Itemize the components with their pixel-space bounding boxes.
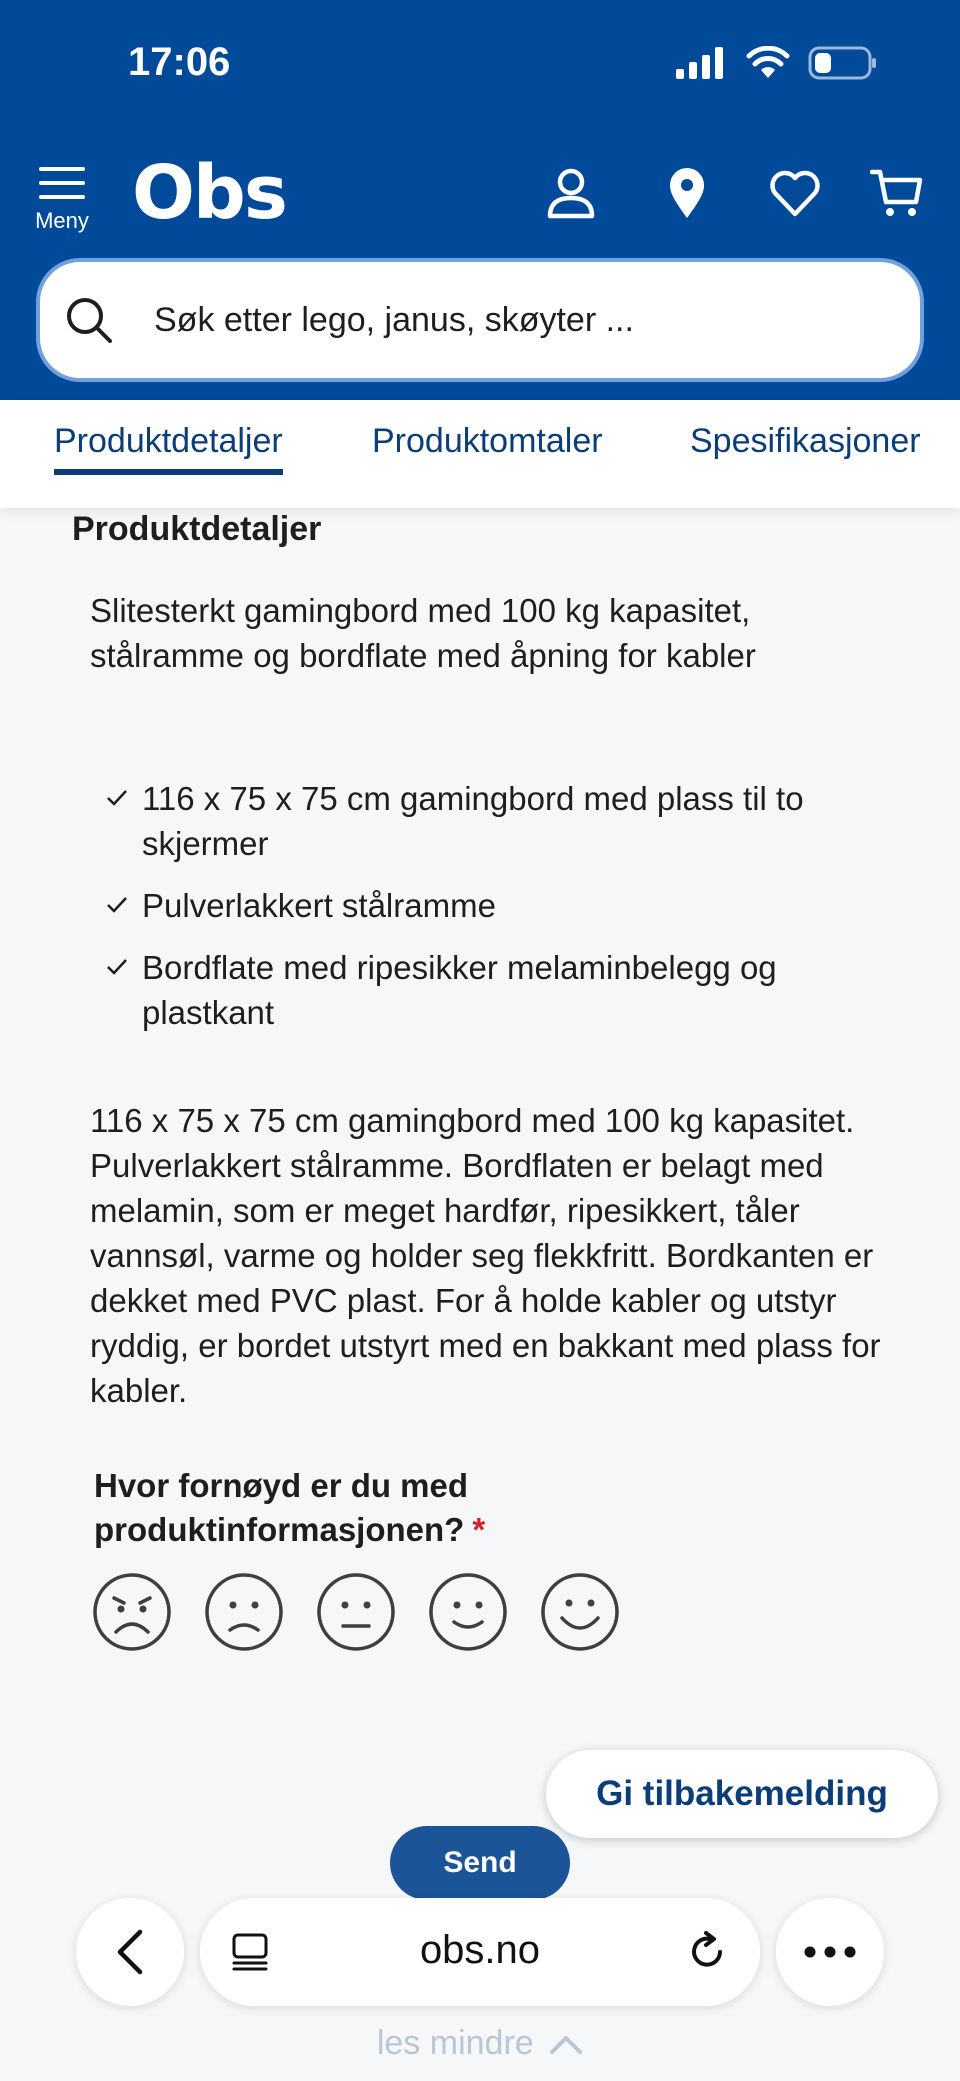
status-time: 17:06 bbox=[128, 40, 231, 84]
feedback-question bbox=[94, 1464, 694, 1552]
more-dots-icon bbox=[803, 1945, 857, 1959]
hamburger-icon bbox=[39, 166, 85, 200]
checkmark-icon bbox=[106, 957, 128, 977]
checkmark-icon bbox=[106, 788, 128, 808]
checkmark-icon bbox=[106, 895, 128, 915]
list-item bbox=[106, 776, 866, 866]
feature-list bbox=[106, 776, 866, 1052]
site-header bbox=[0, 0, 960, 400]
show-less-label: les mindre bbox=[376, 2024, 534, 2062]
feature-text: Bordflate med ripesikker melaminbelegg og plastkant bbox=[142, 949, 777, 1031]
required-mark: * bbox=[472, 1511, 486, 1548]
rating-faces bbox=[92, 1572, 620, 1652]
feature-text: Pulverlakkert stålramme bbox=[142, 887, 496, 924]
shopping-cart-icon[interactable] bbox=[870, 166, 924, 220]
search-placeholder: Søk etter lego, janus, skøyter ... bbox=[154, 300, 634, 339]
very-sad-face-icon[interactable] bbox=[92, 1572, 172, 1652]
show-less-link[interactable] bbox=[0, 2024, 960, 2063]
neutral-face-icon[interactable] bbox=[316, 1572, 396, 1652]
happy-face-icon[interactable] bbox=[428, 1572, 508, 1652]
menu-label: Meny bbox=[35, 208, 89, 233]
product-description: 116 x 75 x 75 cm gamingbord med 100 kg kapasitet. Pulverlakkert stålramme. Bordflaten er belagt med melamin, som er meget hardfør, ripesikkert, tåler vannsøl, varme og holder seg flekkfritt. Bordkanten er dekket med PVC plast. For å holde kabler og utstyr ryddig, er bordet utstyrt med en bakkant med plass for kabler. bbox=[90, 1102, 881, 1409]
chevron-left-icon bbox=[112, 1928, 148, 1976]
user-account-icon[interactable] bbox=[544, 166, 598, 220]
product-tabs bbox=[0, 400, 960, 508]
battery-icon bbox=[808, 46, 878, 80]
send-button[interactable]: Send bbox=[390, 1826, 570, 1900]
store-location-icon[interactable] bbox=[660, 166, 714, 220]
list-item bbox=[106, 945, 866, 1035]
tab-produktomtaler[interactable]: Produktomtaler bbox=[372, 422, 603, 460]
feature-text: 116 x 75 x 75 cm gamingbord med plass til to skjermer bbox=[142, 780, 804, 862]
search-icon bbox=[64, 295, 114, 345]
very-happy-face-icon[interactable] bbox=[540, 1572, 620, 1652]
tab-spesifikasjoner[interactable]: Spesifikasjoner bbox=[690, 422, 921, 460]
tab-produktdetaljer[interactable]: Produktdetaljer bbox=[54, 422, 283, 475]
search-input[interactable] bbox=[36, 258, 924, 382]
give-feedback-button[interactable]: Gi tilbakemelding bbox=[546, 1750, 938, 1838]
reload-icon[interactable] bbox=[686, 1930, 730, 1974]
favorites-heart-icon[interactable] bbox=[768, 166, 822, 220]
browser-back-button[interactable] bbox=[76, 1898, 184, 2006]
cellular-signal-icon bbox=[676, 47, 728, 79]
chevron-up-icon bbox=[549, 2034, 583, 2056]
section-title: Produktdetaljer bbox=[72, 510, 322, 548]
feedback-question-text: Hvor fornøyd er du med produktinformasjonen? bbox=[94, 1467, 469, 1548]
status-icons bbox=[676, 46, 878, 80]
browser-url: obs.no bbox=[419, 1928, 541, 1972]
menu-button[interactable] bbox=[30, 166, 94, 234]
wifi-icon bbox=[746, 46, 790, 80]
obs-logo[interactable]: Obs bbox=[132, 150, 286, 236]
sad-face-icon[interactable] bbox=[204, 1572, 284, 1652]
browser-address-bar[interactable] bbox=[200, 1898, 760, 2006]
product-intro: Slitesterkt gamingbord med 100 kg kapasitet, stålramme og bordflate med åpning for kabler bbox=[90, 592, 756, 674]
list-item bbox=[106, 883, 866, 928]
browser-more-button[interactable] bbox=[776, 1898, 884, 2006]
